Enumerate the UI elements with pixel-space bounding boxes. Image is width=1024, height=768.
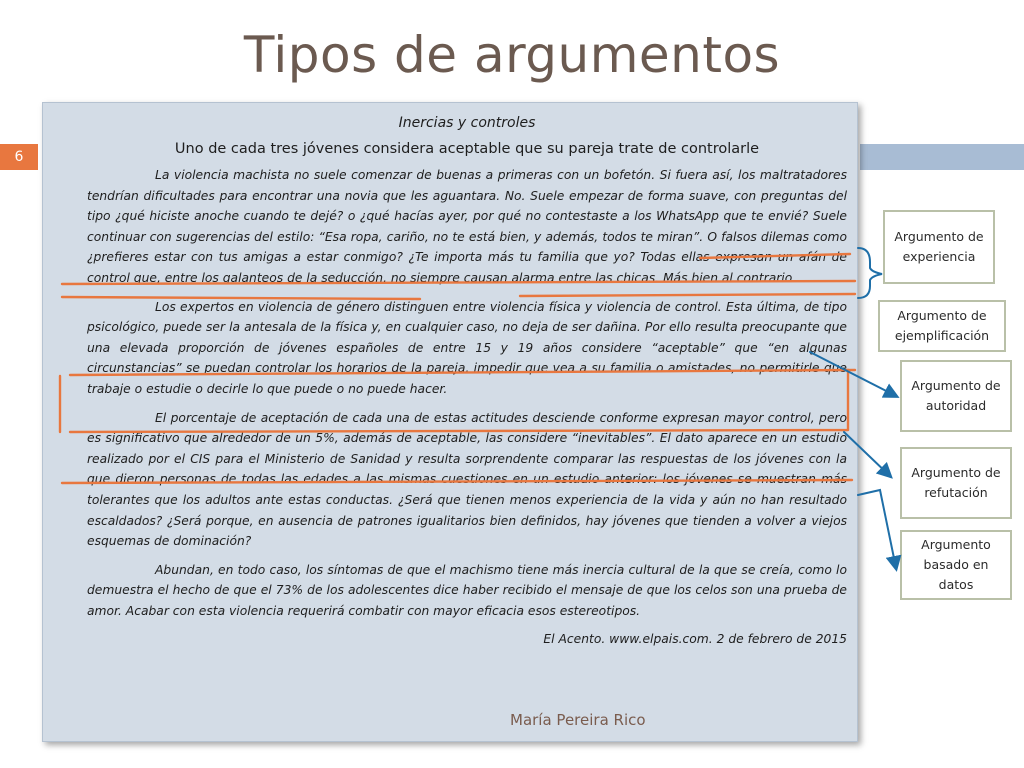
article-panel <box>42 102 858 742</box>
article-paragraph-2: Los expertos en violencia de género distinguen entre violencia física y violencia de control. Esta última, de tipo psicológico, puede ser la antesala de la física y, en cualquier caso, no deja de ser dañina. Por ello resulta preocupante que una elevada proporción de jóvenes españoles de entre 15 y 19 años considere “aceptable” que “en algunas circunstancias” se puedan controlar los horarios de la pareja, impedir que vea a su familia o amistades, no permitirle que trabaje o estudie o decirle lo que puede o no puede hacer. <box>87 299 847 396</box>
label-ejemplificacion <box>878 300 1006 352</box>
label-ejemplificacion-text: Argumento de ejemplificación <box>894 308 990 343</box>
article-subtitle: Inercias y controles <box>398 115 536 131</box>
article-paragraph-1: La violencia machista no suele comenzar de buenas a primeras con un bofetón. Si fuera así, los maltratadores tendrían dificultades para encontrar una novia que les aguantara. No. Suele empezar de forma suave, con preguntas del tipo ¿qué hiciste anoche cuando te dejé? o ¿qué hacías ayer, por qué no contestaste a los WhatsApp que te envié? Suele continuar con sugerencias del estilo: “Esa ropa, cariño, no te está bien, y además, todos te miran”. O falsos dilemas como ¿prefieres estar con tus amigas a estar conmigo? ¿Te importa más tu familia que yo? Todas ellas expresan un afán de control que, entre los galanteos de la seducción, no siempre causan alarma entre las chicas. Más bien al contrario. <box>87 168 847 285</box>
slide-title: Tipos de argumentos <box>243 26 781 84</box>
article-paragraph-3: El porcentaje de aceptación de cada una de estas actitudes desciende conforme expresan mayor control, pero es significativo que alrededor de un 5%, además de aceptable, las considere “inevitables”. El dato aparece en un estudio realizado por el CIS para el Ministerio de Sanidad y resulta sorprendente comparar las respuestas de los jóvenes con la que dieron personas de todas las edades a las mismas cuestiones en un estudio anterior: los jóvenes se muestran más tolerantes que los adultos ante estas conductas. ¿Será que tienen menos experiencia de la vida y aún no han resultado escaldados? ¿Será porque, en ausencia de patrones igualitarios bien definidos, hay jóvenes que tienden a volver a viejos esquemas de dominación? <box>87 410 847 549</box>
label-datos <box>900 530 1012 600</box>
article-body <box>87 113 847 649</box>
article-source: El Acento. www.elpais.com. 2 de febrero de 2015 <box>543 632 847 647</box>
label-refutacion-text: Argumento de refutación <box>911 465 1001 500</box>
title-accent-bar <box>860 144 1024 170</box>
brace-experiencia <box>858 248 882 298</box>
label-refutacion <box>900 447 1012 519</box>
article-paragraph-4: Abundan, en todo caso, los síntomas de que el machismo tiene más inercia cultural de la que se creía, como lo demuestra el hecho de que el 73% de los adolescentes dice haber recibido el mensaje de que los celos son una prueba de amor. Acabar con esta violencia requerirá combatir con mayor eficacia esos estereotipos. <box>87 562 847 618</box>
author-name: María Pereira Rico <box>510 711 646 729</box>
label-datos-text: Argumento basado en datos <box>921 537 991 592</box>
article-headline: Uno de cada tres jóvenes considera aceptable que su pareja trate de controlarle <box>174 141 760 157</box>
label-autoridad <box>900 360 1012 432</box>
arrow-datos <box>858 490 896 568</box>
label-experiencia <box>883 210 995 284</box>
slide-number: 6 <box>14 149 24 165</box>
label-autoridad-text: Argumento de autoridad <box>911 378 1001 413</box>
label-experiencia-text: Argumento de experiencia <box>894 229 984 264</box>
